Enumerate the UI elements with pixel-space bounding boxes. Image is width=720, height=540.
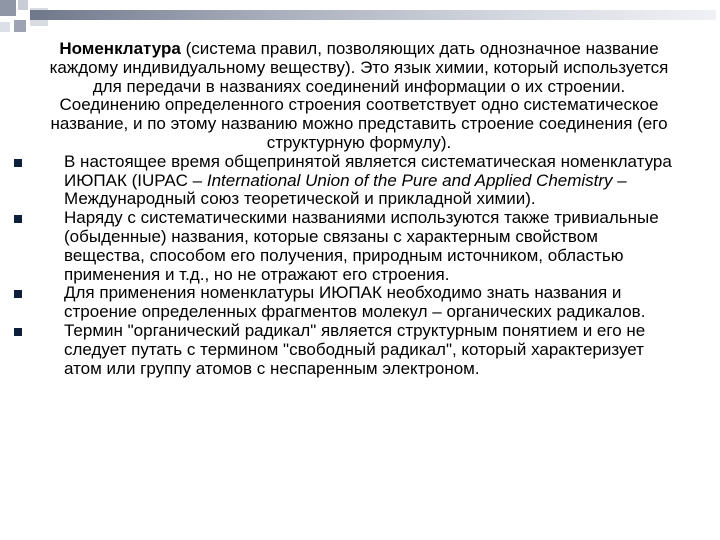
intro-paragraph bbox=[46, 40, 672, 153]
bullet-list bbox=[46, 153, 672, 379]
decor-square bbox=[0, 0, 16, 16]
intro-term: Номенклатура bbox=[59, 39, 181, 58]
square-bullet-icon bbox=[14, 159, 22, 167]
bullet-item-term bbox=[46, 322, 672, 378]
bullet-item-iupac bbox=[46, 153, 672, 209]
decor-square bbox=[14, 20, 26, 32]
square-bullet-icon bbox=[14, 215, 22, 223]
square-bullet-icon bbox=[14, 328, 22, 336]
intro-text: (система правил, позволяющих дать однозначное название каждому индивидуальному веществу). Это язык химии, который используется для передачи в названиях соединений информации о их строении. Соединению определенного строения соответствует одно систематическое название, и по этому названию можно представить строение соединения (его структурную формулу). bbox=[49, 39, 669, 152]
bullet-text-italic: International Union of the Pure and Applied Chemistry bbox=[206, 170, 613, 190]
header-gradient-bar bbox=[30, 10, 716, 20]
header-decoration bbox=[0, 0, 720, 44]
bullet-text: Наряду с систематическими названиями используются также тривиальные (обыденные) названия, которые связаны с характерным свойством вещества, способом его получения, природным источником, областью применения и т.д., но не отражают его строения. bbox=[64, 208, 659, 284]
bullet-item-trivial bbox=[46, 209, 672, 284]
slide-content bbox=[46, 40, 672, 378]
bullet-item-radicals bbox=[46, 284, 672, 322]
bullet-text: В настоящее время общепринятой является систематическая номенклатура ИЮПАК (IUPAC – bbox=[64, 151, 672, 190]
bullet-text: Термин "органический радикал" является структурным понятием и его не следует путать с термином "свободный радикал", который характеризует атом или группу атомов с неспаренным электроном. bbox=[64, 320, 646, 378]
square-bullet-icon bbox=[14, 290, 22, 298]
bullet-text: – Международный союз теоретической и прикладной химии). bbox=[64, 170, 627, 209]
bullet-text: Для применения номенклатуры ИЮПАК необходимо знать названия и строение определенных фрагментов молекул – органических радикалов. bbox=[64, 283, 646, 322]
decor-square bbox=[18, 0, 28, 10]
decor-square bbox=[0, 22, 10, 32]
